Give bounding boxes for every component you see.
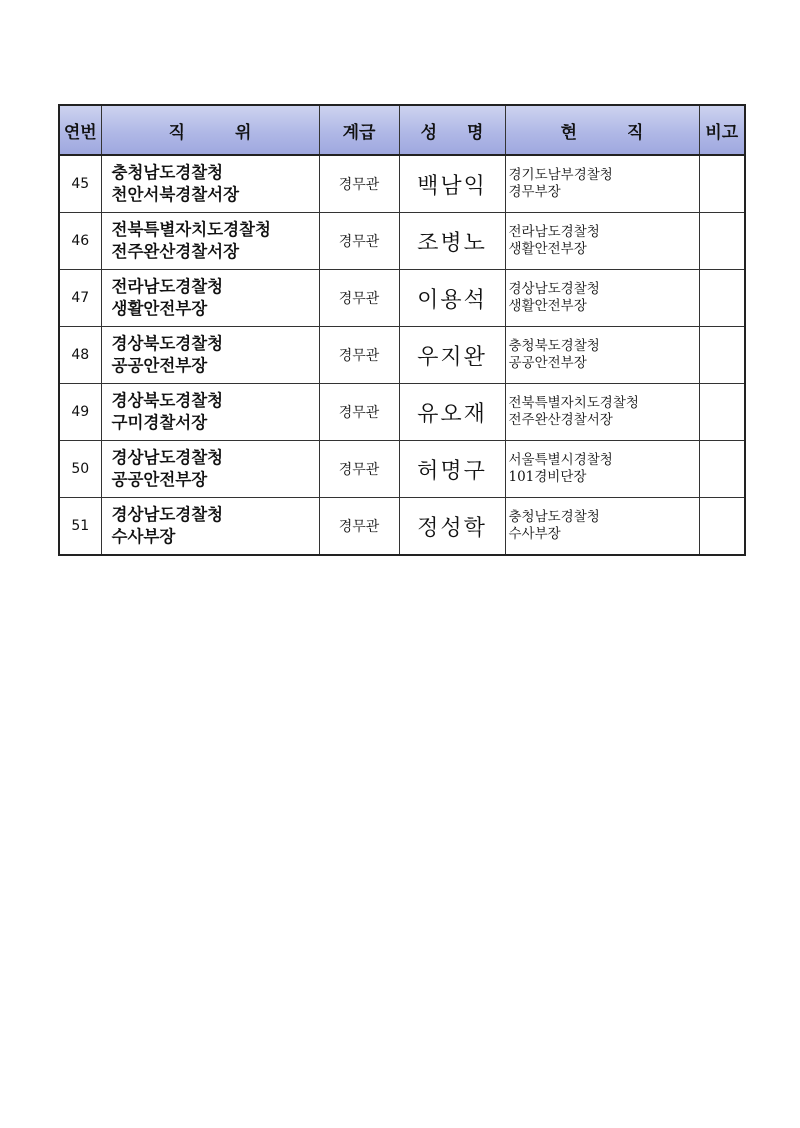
position-title: 구미경찰서장	[111, 413, 208, 432]
rank-cell: 경무관	[319, 498, 399, 556]
row-number: 50	[59, 441, 101, 498]
position-cell	[101, 498, 319, 556]
row-number: 47	[59, 270, 101, 327]
note-cell	[699, 498, 745, 556]
header-row	[59, 105, 745, 155]
current-position-cell	[505, 498, 699, 556]
current-agency: 충청북도경찰청	[508, 338, 600, 354]
header-current: 현 직	[505, 105, 699, 155]
row-number: 51	[59, 498, 101, 556]
position-cell	[101, 213, 319, 270]
row-number: 46	[59, 213, 101, 270]
current-title: 생활안전부장	[508, 298, 587, 314]
row-number: 48	[59, 327, 101, 384]
name-cell: 우지완	[399, 327, 505, 384]
note-cell	[699, 441, 745, 498]
current-agency: 전북특별자치도경찰청	[508, 395, 639, 411]
rank-cell: 경무관	[319, 213, 399, 270]
note-cell	[699, 270, 745, 327]
table-row	[59, 498, 745, 556]
name-cell: 유오재	[399, 384, 505, 441]
current-position-cell	[505, 327, 699, 384]
table-row	[59, 213, 745, 270]
position-title: 공공안전부장	[111, 356, 208, 375]
name-cell: 허명구	[399, 441, 505, 498]
position-agency: 경상남도경찰청	[111, 505, 224, 524]
current-title: 경무부장	[508, 184, 561, 200]
current-position-cell	[505, 270, 699, 327]
current-title: 전주완산경찰서장	[508, 412, 613, 428]
position-agency: 경상북도경찰청	[111, 334, 224, 353]
row-number: 45	[59, 155, 101, 213]
position-title: 수사부장	[111, 527, 176, 546]
current-title: 공공안전부장	[508, 355, 587, 371]
note-cell	[699, 327, 745, 384]
personnel-table-container	[58, 104, 744, 556]
position-agency: 경상남도경찰청	[111, 448, 224, 467]
name-cell: 백남익	[399, 155, 505, 213]
rank-cell: 경무관	[319, 327, 399, 384]
header-position: 직 위	[101, 105, 319, 155]
table-row	[59, 384, 745, 441]
position-cell	[101, 327, 319, 384]
position-cell	[101, 441, 319, 498]
header-no: 연번	[59, 105, 101, 155]
position-cell	[101, 384, 319, 441]
position-cell	[101, 270, 319, 327]
name-cell: 정성학	[399, 498, 505, 556]
current-title: 생활안전부장	[508, 241, 587, 257]
table-row	[59, 155, 745, 213]
name-cell: 조병노	[399, 213, 505, 270]
current-title: 101경비단장	[508, 469, 587, 485]
position-title: 공공안전부장	[111, 470, 208, 489]
current-title: 수사부장	[508, 526, 561, 542]
position-agency: 전북특별자치도경찰청	[111, 220, 271, 239]
position-title: 천안서북경찰서장	[111, 185, 240, 204]
current-position-cell	[505, 384, 699, 441]
table-row	[59, 441, 745, 498]
header-rank: 계급	[319, 105, 399, 155]
current-agency: 경상남도경찰청	[508, 281, 600, 297]
position-title: 전주완산경찰서장	[111, 242, 240, 261]
rank-cell: 경무관	[319, 441, 399, 498]
row-number: 49	[59, 384, 101, 441]
current-position-cell	[505, 213, 699, 270]
position-agency: 전라남도경찰청	[111, 277, 224, 296]
current-agency: 경기도남부경찰청	[508, 167, 613, 183]
position-agency: 경상북도경찰청	[111, 391, 224, 410]
table-row	[59, 327, 745, 384]
rank-cell: 경무관	[319, 155, 399, 213]
position-agency: 충청남도경찰청	[111, 163, 224, 182]
name-cell: 이용석	[399, 270, 505, 327]
note-cell	[699, 213, 745, 270]
note-cell	[699, 155, 745, 213]
current-agency: 전라남도경찰청	[508, 224, 600, 240]
rank-cell: 경무관	[319, 270, 399, 327]
note-cell	[699, 384, 745, 441]
table-row	[59, 270, 745, 327]
header-name: 성 명	[399, 105, 505, 155]
position-cell	[101, 155, 319, 213]
current-position-cell	[505, 441, 699, 498]
position-title: 생활안전부장	[111, 299, 208, 318]
current-agency: 서울특별시경찰청	[508, 452, 613, 468]
personnel-table	[58, 104, 746, 556]
current-agency: 충청남도경찰청	[508, 509, 600, 525]
header-note: 비고	[699, 105, 745, 155]
current-position-cell	[505, 155, 699, 213]
rank-cell: 경무관	[319, 384, 399, 441]
